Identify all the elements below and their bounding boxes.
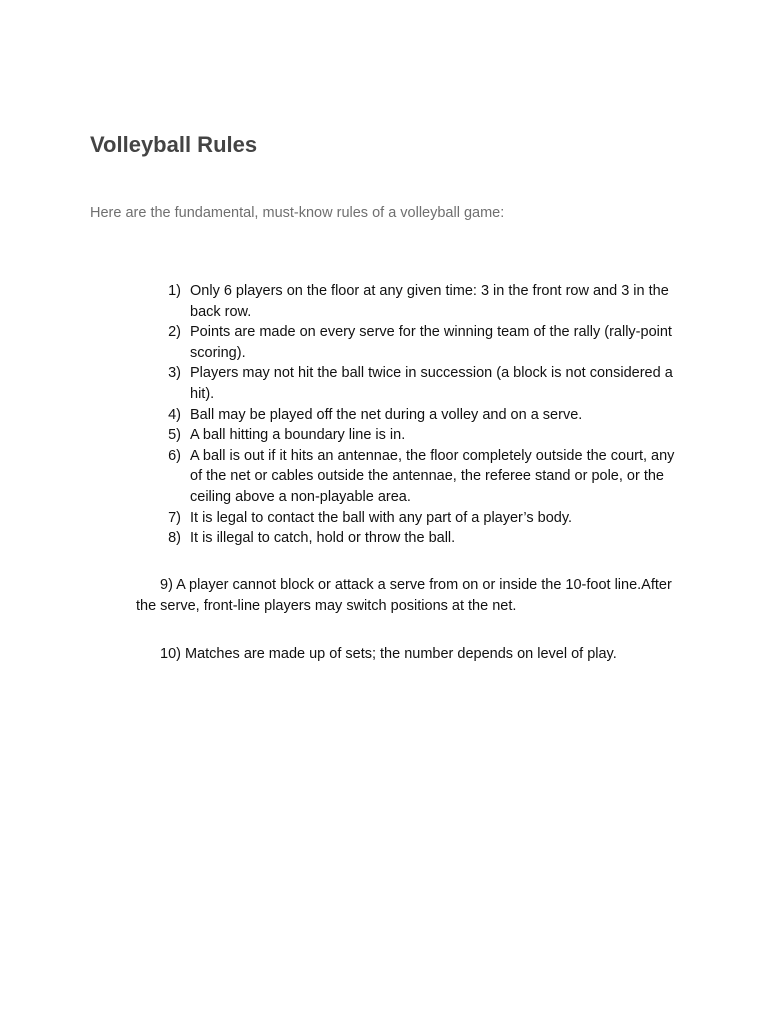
intro-text: Here are the fundamental, must-know rules of a volleyball game:	[90, 205, 505, 221]
rule-item-5	[155, 425, 685, 446]
rule-text: It is legal to contact the ball with any part of a player’s body.	[190, 509, 573, 526]
rule-number: 8)	[168, 530, 181, 547]
rule-paragraph-9: 9) A player cannot block or attack a serve from on or inside the 10-foot line.After the serve, front-line players may switch positions at the net.	[136, 577, 672, 614]
rule-item-7	[155, 508, 685, 529]
rule-text: Points are made on every serve for the winning team of the rally (rally-point scoring).	[190, 324, 672, 361]
rule-number: 6)	[168, 447, 181, 464]
rule-number: 7)	[168, 509, 181, 526]
rule-text: Ball may be played off the net during a volley and on a serve.	[190, 406, 583, 423]
rule-number: 4)	[168, 406, 181, 423]
rules-list	[155, 281, 685, 549]
rule-item-6	[155, 446, 685, 508]
rule-number: 3)	[168, 365, 181, 382]
rule-number: 5)	[168, 427, 181, 444]
rule-item-3	[155, 363, 685, 404]
rule-item-2	[155, 322, 685, 363]
page-title: Volleyball Rules	[90, 132, 258, 157]
rule-text: It is illegal to catch, hold or throw the ball.	[190, 530, 456, 547]
rule-number: 1)	[168, 283, 181, 299]
rule-text: Only 6 players on the floor at any given time: 3 in the front row and 3 in the back row.	[190, 283, 669, 320]
rule-text: A ball is out if it hits an antennae, the floor completely outside the court, any of the net or cables outside the antennae, the referee stand or pole, or the ceiling above a non-playable area.	[190, 447, 675, 505]
rule-item-8	[155, 528, 685, 549]
rule-item-4	[155, 405, 685, 426]
rule-text: A ball hitting a boundary line is in.	[190, 427, 406, 444]
rule-item-1	[155, 281, 685, 322]
rule-number: 2)	[168, 324, 181, 341]
rule-paragraph-10: 10) Matches are made up of sets; the number depends on level of play.	[160, 646, 617, 662]
rule-text: Players may not hit the ball twice in succession (a block is not considered a hit).	[190, 365, 673, 402]
